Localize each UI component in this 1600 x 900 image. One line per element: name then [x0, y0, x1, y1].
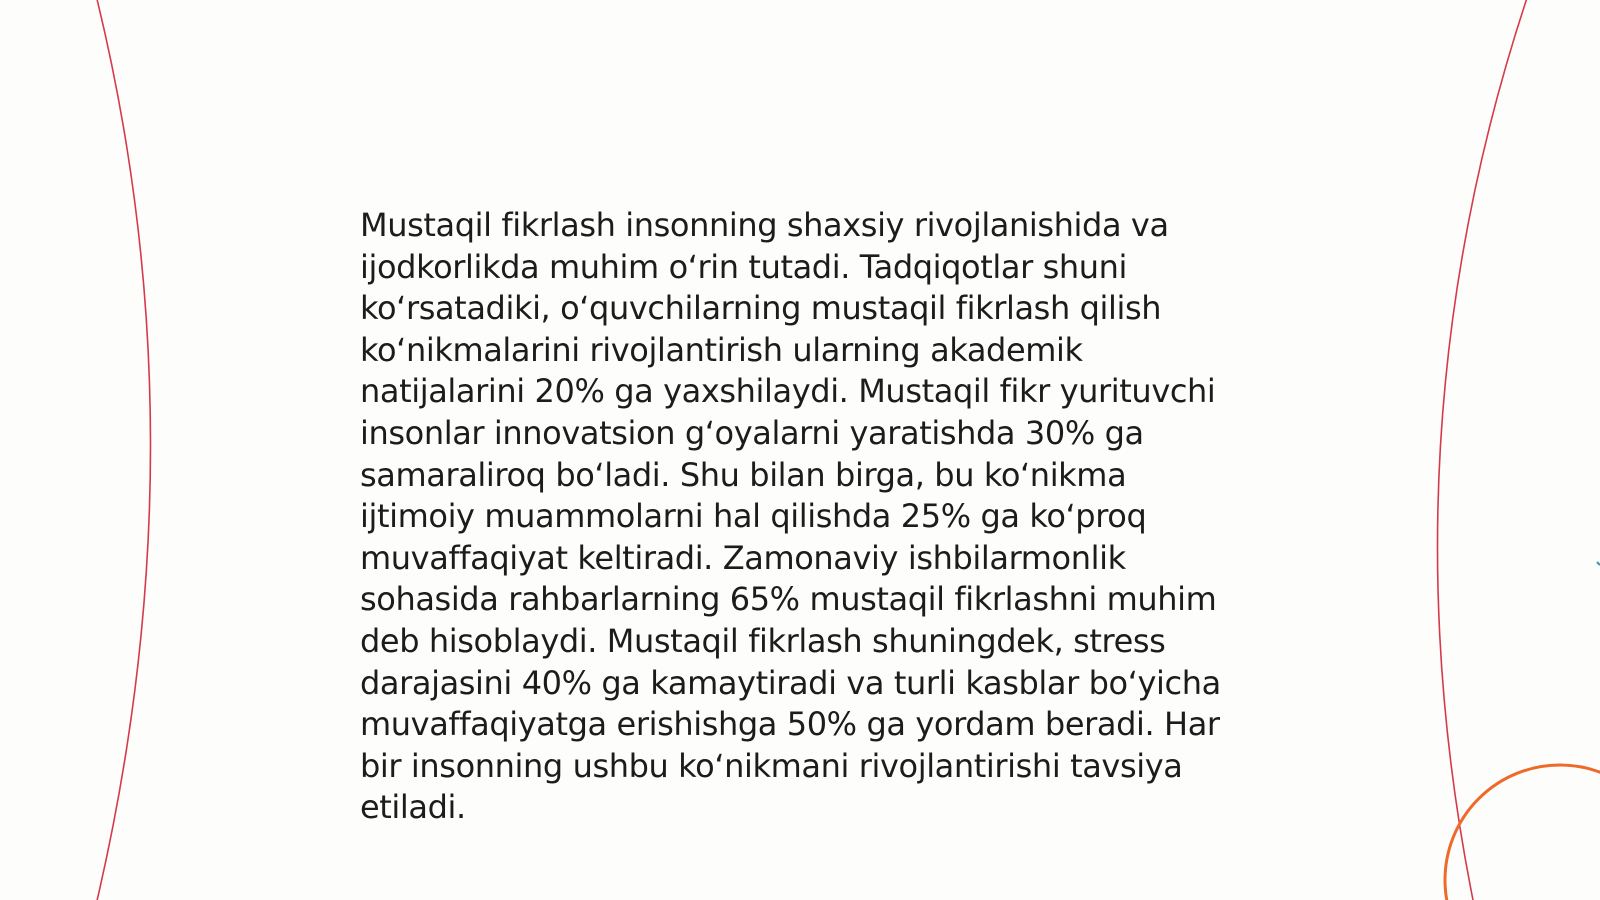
left-arc-line	[96, 0, 151, 900]
right-arc-line	[1437, 0, 1528, 900]
body-paragraph: Mustaqil fikrlash insonning shaxsiy rivojlanishida va ijodkorlikda muhim oʻrin tutadi. Tadqiqotlar shuni koʻrsatadiki, oʻquvchilarning mustaqil fikrlash qilish koʻnikmalarini rivojlantirish ularning akademik natijalarini 20% ga yaxshilaydi. Mustaqil fikr yurituvchi insonlar innovatsion gʻoyalarni yaratishda 30% ga samaraliroq boʻladi. Shu bilan birga, bu koʻnikma ijtimoiy muammolarni hal qilishda 25% ga koʻproq muvaffaqiyat keltiradi. Zamonaviy ishbilarmonlik sohasida rahbarlarning 65% mustaqil fikrlashni muhim deb hisoblaydi. Mustaqil fikrlash shuningdek, stress darajasini 40% ga kamaytiradi va turli kasblar boʻyicha muvaffaqiyatga erishishga 50% ga yordam beradi. Har bir insonning ushbu koʻnikmani rivojlantirishi tavsiya etiladi.	[360, 206, 1221, 827]
orange-circle-outline	[1445, 765, 1600, 900]
